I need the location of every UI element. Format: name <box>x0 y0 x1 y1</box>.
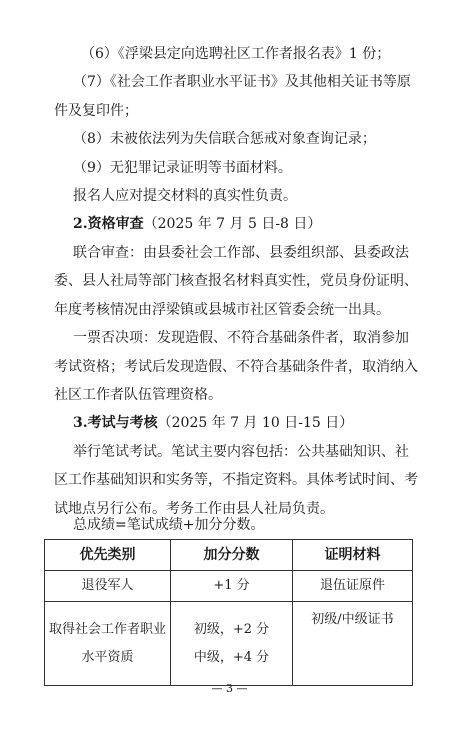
table-cell-category: 退役军人 <box>45 571 171 602</box>
bonus-points-table <box>44 539 413 686</box>
table-header-cell: 加分分数 <box>171 540 293 571</box>
table-cell-category <box>45 602 171 686</box>
total-score-formula: 总成绩=笔试成绩+加分分数。 <box>73 517 265 533</box>
table-header-cell: 优先类别 <box>45 540 171 571</box>
paragraph-line: 年度考核情况由浮梁镇或县城市社区管委会统一出具。 <box>54 302 390 318</box>
page-number: — 3 — <box>211 682 248 695</box>
section-date: （2025 年 7 月 10 日-15 日） <box>157 415 354 431</box>
cell-line: 中级，+4 分 <box>193 649 270 665</box>
list-item-7: （7）《社会工作者职业水平证书》及其他相关证书等原 <box>73 74 411 90</box>
section-heading-qualification-review <box>0 214 459 234</box>
paragraph-line: 区工作基础知识和实务等，不指定资料。具体考试时间、考 <box>54 472 418 488</box>
paragraph-line: 一票否决项：发现造假、不符合基础条件者，取消参加 <box>73 330 409 346</box>
table-header-row <box>45 540 413 571</box>
list-item-9: （9）无犯罪记录证明等书面材料。 <box>73 160 292 176</box>
section-date: （2025 年 7 月 5 日-8 日） <box>143 216 322 232</box>
section-title: 3.考试与考核 <box>73 415 158 431</box>
paragraph-line: 试地点另行公布。考务工作由县人社局负责。 <box>54 501 334 517</box>
cell-line: 水平资质 <box>81 649 134 665</box>
cell-line: 取得社会工作者职业 <box>48 621 166 637</box>
table-cell-proof: 退伍证原件 <box>293 571 413 602</box>
table-cell-score: +1 分 <box>171 571 293 602</box>
table-row <box>45 571 413 602</box>
table-cell-score <box>171 602 293 686</box>
list-item-6: （6）《浮梁县定向选聘社区工作者报名表》1 份； <box>81 46 391 62</box>
paragraph-line: 社区工作者队伍管理资格。 <box>54 387 222 403</box>
table-cell-proof: 初级/中级证书 <box>293 602 413 686</box>
cell-line: 初级，+2 分 <box>193 621 270 637</box>
paragraph-line: 举行笔试考试。笔试主要内容包括：公共基础知识、社 <box>73 444 409 460</box>
paragraph-line: 联合审查：由县委社会工作部、县委组织部、县委政法 <box>73 245 409 261</box>
responsibility-note: 报名人应对提交材料的真实性负责。 <box>73 188 297 204</box>
table-header-cell: 证明材料 <box>293 540 413 571</box>
list-item-7-cont: 件及复印件； <box>54 103 138 119</box>
list-item-8: （8）未被依法列为失信联合惩戒对象查询记录； <box>73 131 376 147</box>
table-row <box>45 602 413 686</box>
section-heading-exam <box>0 413 459 433</box>
paragraph-line: 委、县人社局等部门核查报名材料真实性，党员身份证明、 <box>54 273 418 289</box>
section-title: 2.资格审查 <box>73 216 144 232</box>
paragraph-line: 考试资格；考试后发现造假、不符合基础条件者，取消纳入 <box>54 359 418 375</box>
